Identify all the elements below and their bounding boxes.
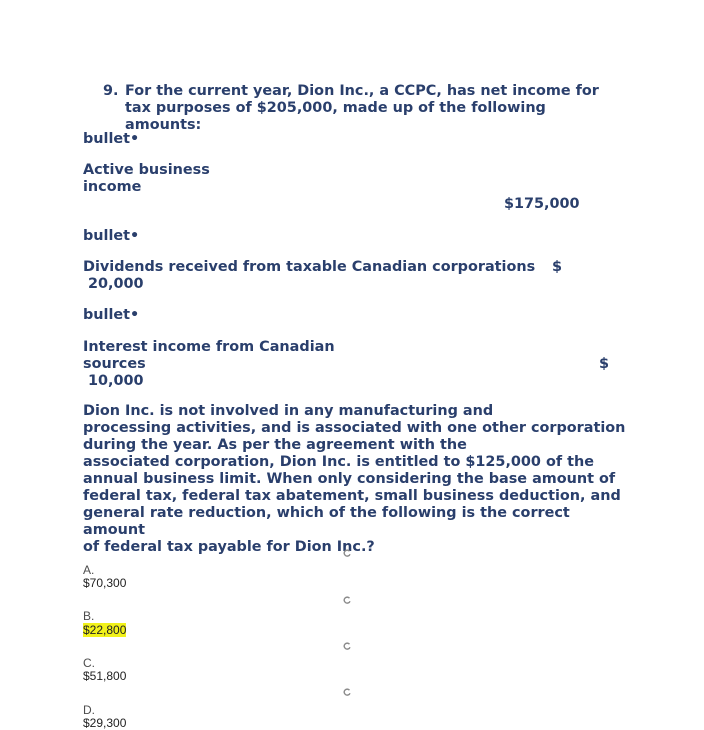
option-c-value[interactable]: $51,800 [83,669,127,683]
option-a-value[interactable]: $70,300 [83,576,127,590]
item-dividends-symbol: $ [552,259,563,275]
question-stem: For the current year, Dion Inc., a CCPC, has net income for tax purposes of $205,000, made up of the following amounts: [125,83,599,133]
option-d-letter: D. [83,703,95,717]
item-interest-label: Interest income from Canadian sources [83,339,335,372]
bullet-label: bullet• [83,307,140,323]
option-d-value[interactable]: $29,300 [83,716,127,730]
option-b-value[interactable] [83,623,126,637]
bullet-label: bullet• [83,131,140,147]
loading-spinner-icon [343,549,351,557]
option-b-letter: B. [83,609,95,623]
item-dividends-label: Dividends received from taxable Canadian corporations [83,259,536,275]
answer-highlight: $22,800 [83,623,127,637]
option-a-letter: A. [83,563,95,577]
item-dividends-amount: 20,000 [88,276,144,292]
loading-spinner-icon [343,688,351,696]
loading-spinner-icon [343,642,351,650]
loading-spinner-icon [343,596,351,604]
item-interest-symbol: $ [599,356,610,372]
option-c-letter: C. [83,656,95,670]
item-active-business-amount: $175,000 [504,196,580,212]
bullet-label: bullet• [83,228,140,244]
item-active-business-label: Active business income [83,162,210,195]
question-number: 9. [103,83,119,99]
question-paragraph: Dion Inc. is not involved in any manufacturing and processing activities, and is associated with one other corporation during the year. As per the agreement with the associated corporation, Dion Inc. is entitled to $125,000 of the annual business limit. When only considering the base amount of federal tax, federal tax abatement, small business deduction, and general rate reduction, which of the following is the correct amount of federal tax payable for Dion Inc.? [83,403,626,555]
item-interest-amount: 10,000 [88,373,144,389]
